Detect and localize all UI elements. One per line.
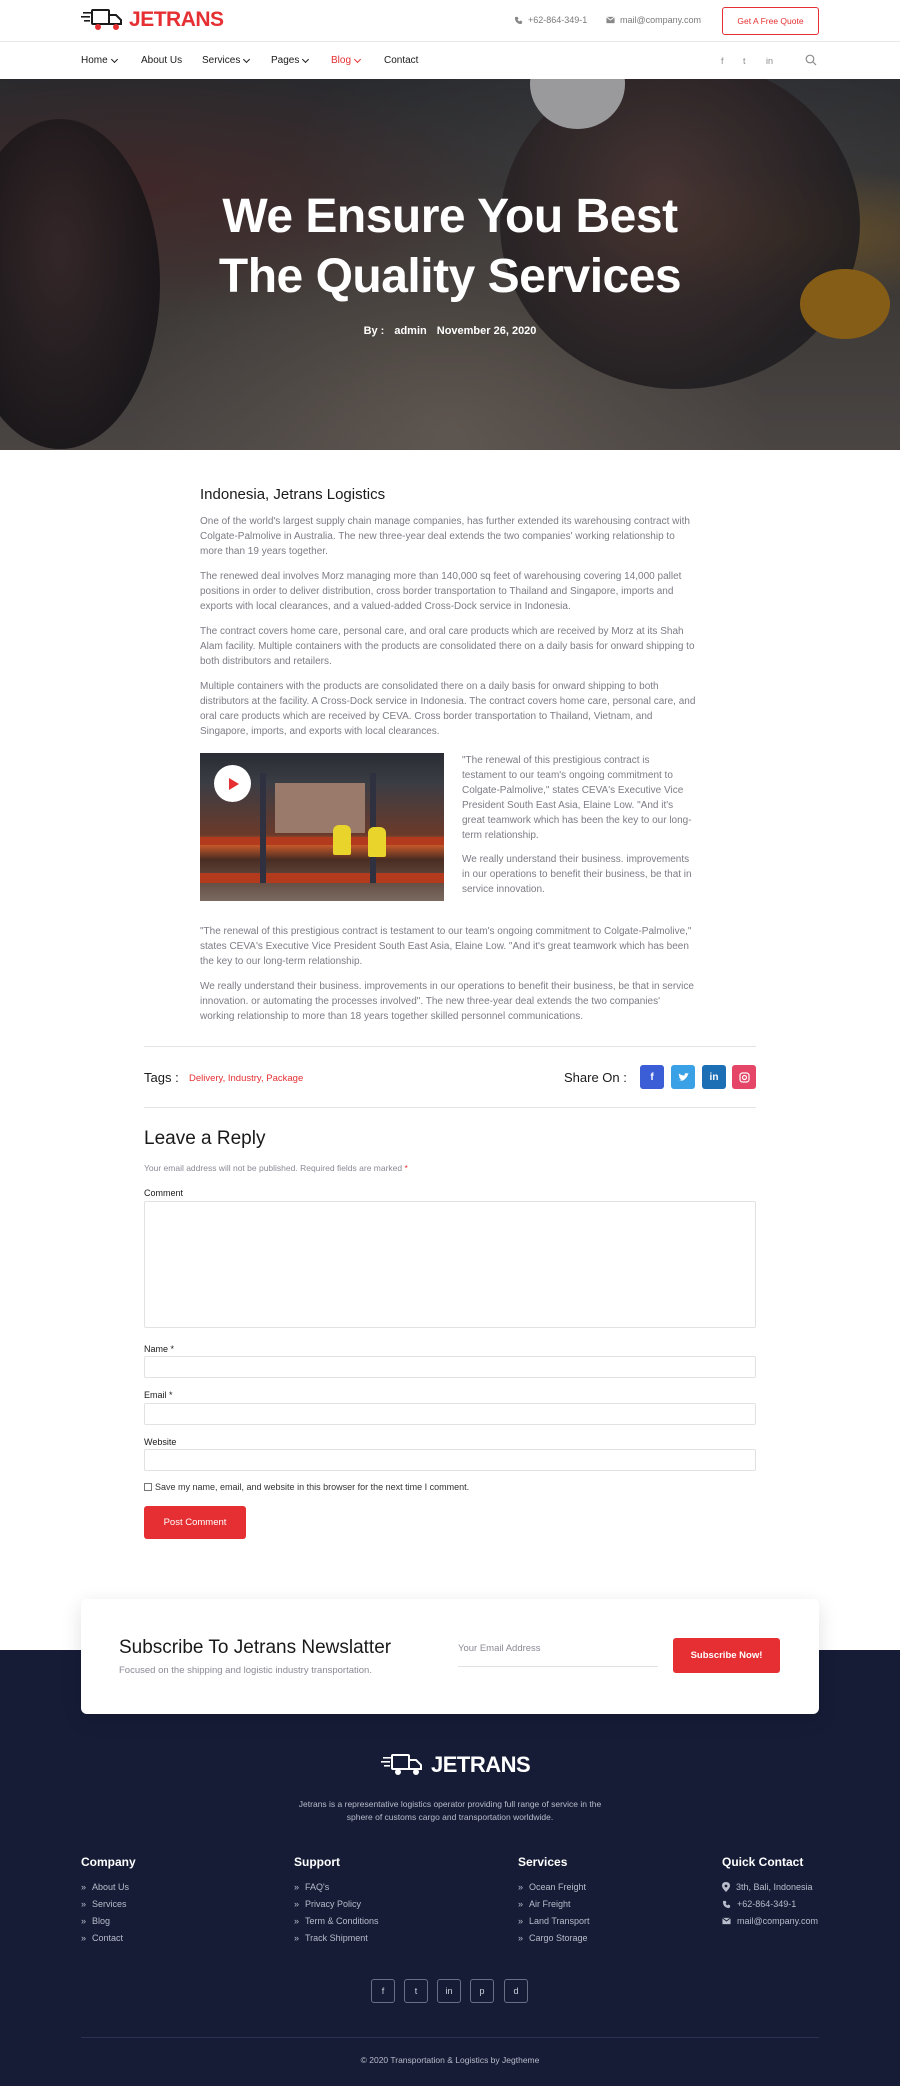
double-chevron-icon: »: [518, 1882, 524, 1892]
post-meta: By : admin November 26, 2020: [363, 325, 537, 337]
play-icon: [229, 778, 239, 790]
email-field[interactable]: [144, 1403, 756, 1425]
share-twitter-button[interactable]: [671, 1065, 695, 1089]
warehouse-video-thumbnail[interactable]: [200, 753, 444, 901]
search-icon[interactable]: [805, 54, 817, 66]
post-author[interactable]: admin: [394, 325, 427, 337]
facebook-icon[interactable]: f: [721, 56, 724, 66]
double-chevron-icon: »: [518, 1899, 524, 1909]
footer-link[interactable]: » Term & Conditions: [294, 1916, 379, 1926]
header-phone[interactable]: +62-864-349-1: [514, 15, 587, 25]
brand-name: JETRANS: [129, 8, 224, 31]
chevron-down-icon: [243, 55, 250, 62]
footer-col-title: Quick Contact: [722, 1855, 804, 1869]
linkedin-icon: in: [709, 1071, 719, 1083]
map-pin-icon: [722, 1882, 730, 1892]
website-label: Website: [144, 1437, 177, 1447]
linkedin-icon[interactable]: in: [437, 1979, 461, 2003]
footer-link[interactable]: » Contact: [81, 1933, 124, 1943]
dribbble-icon[interactable]: d: [504, 1979, 528, 2003]
facebook-icon: f: [650, 1071, 654, 1083]
footer-link[interactable]: » FAQ's: [294, 1882, 330, 1892]
article-paragraph: Multiple containers with the products are consolidated there on a daily basis for onward shipping to both distributors at the facility. A Cross-Dock service in Indonesia. The contract covers home care, personal care, and oral care products which are received by CEVA. Cross border transportation to Thailand, Vietnam, and Singapore, imports, and exports with local clearances.: [200, 681, 696, 737]
double-chevron-icon: »: [518, 1933, 524, 1943]
newsletter-email-input[interactable]: Your Email Address: [458, 1631, 658, 1667]
brand-logo[interactable]: [81, 7, 224, 33]
divider: [144, 1107, 756, 1108]
hero-banner: [0, 79, 900, 450]
article-media: [200, 753, 696, 901]
article-paragraph: "The renewal of this prestigious contract is testament to our team's ongoing commitment to Colgate-Palmolive," states CEVA's Executive Vice President South East Asia, Elaine Low. "And it's great teamwork which has been the key to our long-term relationship.: [200, 926, 692, 967]
header-email[interactable]: mail@company.com: [606, 15, 701, 25]
copyright: © 2020 Transportation & Logistics by Jegtheme: [360, 2055, 540, 2065]
mail-icon: [722, 1917, 731, 1925]
nav-item-blog[interactable]: Blog: [331, 55, 360, 66]
double-chevron-icon: »: [518, 1916, 524, 1926]
chevron-down-icon: [302, 55, 309, 62]
double-chevron-icon: »: [294, 1882, 300, 1892]
twitter-icon[interactable]: t: [743, 56, 746, 66]
subscribe-button[interactable]: Subscribe Now!: [673, 1638, 780, 1673]
nav-item-pages[interactable]: Pages: [271, 55, 308, 66]
share-linkedin-button[interactable]: [702, 1065, 726, 1089]
linkedin-icon[interactable]: in: [766, 56, 774, 66]
newsletter-box: [81, 1599, 819, 1714]
post-comment-button[interactable]: Post Comment: [144, 1506, 246, 1539]
footer-brand-name: JETRANS: [431, 1752, 531, 1777]
phone-icon: [514, 16, 523, 25]
twitter-icon: [678, 1073, 689, 1082]
tags-label: Tags :: [144, 1070, 179, 1085]
truck-logo-icon: [81, 7, 125, 33]
twitter-icon[interactable]: t: [404, 1979, 428, 2003]
footer-phone[interactable]: +62-864-349-1: [722, 1899, 796, 1909]
article-paragraph: The renewed deal involves Morz managing more than 140,000 sq feet of warehousing covering 14,000 pallet positions in order to deliver distribution, cross border transportation to Thailand and Singapore, imports and exports with local clearances, and a valued-added Cross-Dock service in Indonesia.: [200, 571, 682, 612]
double-chevron-icon: »: [294, 1916, 300, 1926]
free-quote-button[interactable]: Get A Free Quote: [722, 7, 819, 35]
double-chevron-icon: »: [294, 1933, 300, 1943]
nav-item-home[interactable]: Home: [81, 55, 117, 66]
double-chevron-icon: »: [294, 1899, 300, 1909]
nav-item-services[interactable]: Services: [202, 55, 249, 66]
quote-paragraph: "The renewal of this prestigious contract is testament to our team's ongoing commitment to Colgate-Palmolive," states CEVA's Executive Vice President South East Asia, Elaine Low. "And it's great teamwork which has been the key to our long-term relationship.: [462, 755, 692, 841]
share-facebook-button[interactable]: [640, 1065, 664, 1089]
phone-icon: [722, 1900, 731, 1909]
double-chevron-icon: »: [81, 1933, 87, 1943]
share-instagram-button[interactable]: [732, 1065, 756, 1089]
article-paragraph: The contract covers home care, personal care, and oral care products which are received by Morz at its Shah Alam facility. Multiple containers with the products are consolidated there on a daily basis for onward shipping to both distributors and retailers.: [200, 626, 695, 667]
page-title: We Ensure You Best The Quality Services: [218, 190, 682, 303]
chevron-down-icon: [111, 55, 118, 62]
mail-icon: [606, 16, 615, 24]
pinterest-icon[interactable]: p: [470, 1979, 494, 2003]
truck-logo-icon: [381, 1752, 425, 1778]
website-field[interactable]: [144, 1449, 756, 1471]
reply-heading: Leave a Reply: [144, 1128, 266, 1149]
footer-email[interactable]: mail@company.com: [722, 1916, 818, 1926]
chevron-down-icon: [354, 55, 361, 62]
double-chevron-icon: »: [81, 1882, 87, 1892]
footer-link[interactable]: » Blog: [81, 1916, 111, 1926]
article-body: [200, 486, 696, 749]
article-closing: [200, 924, 696, 1034]
media-caption: [462, 753, 696, 906]
newsletter-subtitle: Focused on the shipping and logistic industry transportation.: [119, 1665, 372, 1676]
footer-divider: [81, 2037, 819, 2038]
footer-description: Jetrans is a representative logistics operator providing full range of service in the sphere of customs cargo and transportation worldwide.: [298, 1799, 602, 1822]
nav-item-contact[interactable]: Contact: [384, 55, 419, 66]
footer-link[interactable]: » Services: [81, 1899, 127, 1909]
article-paragraph: One of the world's largest supply chain manage companies, has further extended its warehousing contract with Colgate-Palmolive in Australia. The new three-year deal extends the two companies' working relationship to more than 19 years together.: [200, 516, 690, 557]
email-label: Email *: [144, 1390, 173, 1400]
footer-address: 3th, Bali, Indonesia: [722, 1882, 813, 1892]
play-button[interactable]: [214, 765, 251, 802]
article-title: Indonesia, Jetrans Logistics: [200, 486, 386, 503]
name-label: Name *: [144, 1344, 175, 1354]
footer-col-title: Services: [518, 1855, 568, 1869]
divider: [144, 1046, 756, 1047]
post-date: November 26, 2020: [436, 325, 537, 337]
save-info-checkbox[interactable]: [144, 1483, 152, 1491]
tag-links[interactable]: Delivery, Industry, Package: [189, 1073, 304, 1084]
save-info-row: Save my name, email, and website in this browser for the next time I comment.: [144, 1482, 469, 1492]
nav-item-about[interactable]: About Us: [141, 55, 183, 66]
instagram-icon: [739, 1072, 750, 1083]
footer-col-title: Company: [81, 1855, 136, 1869]
quote-paragraph: We really understand their business. improvements in our operations to benefit their business, be that in service innovation.: [462, 854, 692, 895]
double-chevron-icon: »: [81, 1916, 87, 1926]
footer-link[interactable]: » About Us: [81, 1882, 130, 1892]
top-header: [0, 0, 900, 42]
main-nav: [0, 42, 900, 79]
reply-note: Your email address will not be published. Required fields are marked *: [144, 1163, 408, 1173]
newsletter-title: Subscribe To Jetrans Newslatter: [119, 1637, 392, 1658]
footer-link[interactable]: » Privacy Policy: [294, 1899, 362, 1909]
facebook-icon[interactable]: f: [371, 1979, 395, 2003]
comment-label: Comment: [144, 1188, 184, 1198]
footer-link[interactable]: » Track Shipment: [294, 1933, 368, 1943]
footer-link[interactable]: » Ocean Freight: [518, 1882, 587, 1892]
footer-logo[interactable]: [381, 1752, 530, 1778]
article-paragraph: We really understand their business. improvements in our operations to benefit their business, be that in service innovation. or automating the processes involved". The new three-year deal extends the two companies' working relationship to more than 18 years together skilled personnel communications.: [200, 981, 694, 1022]
footer-link[interactable]: » Cargo Storage: [518, 1933, 588, 1943]
footer-link[interactable]: » Land Transport: [518, 1916, 590, 1926]
footer-col-title: Support: [294, 1855, 340, 1869]
double-chevron-icon: »: [81, 1899, 87, 1909]
footer-link[interactable]: » Air Freight: [518, 1899, 571, 1909]
share-label: Share On :: [564, 1070, 627, 1085]
comment-textarea[interactable]: [144, 1201, 756, 1328]
name-field[interactable]: [144, 1356, 756, 1378]
